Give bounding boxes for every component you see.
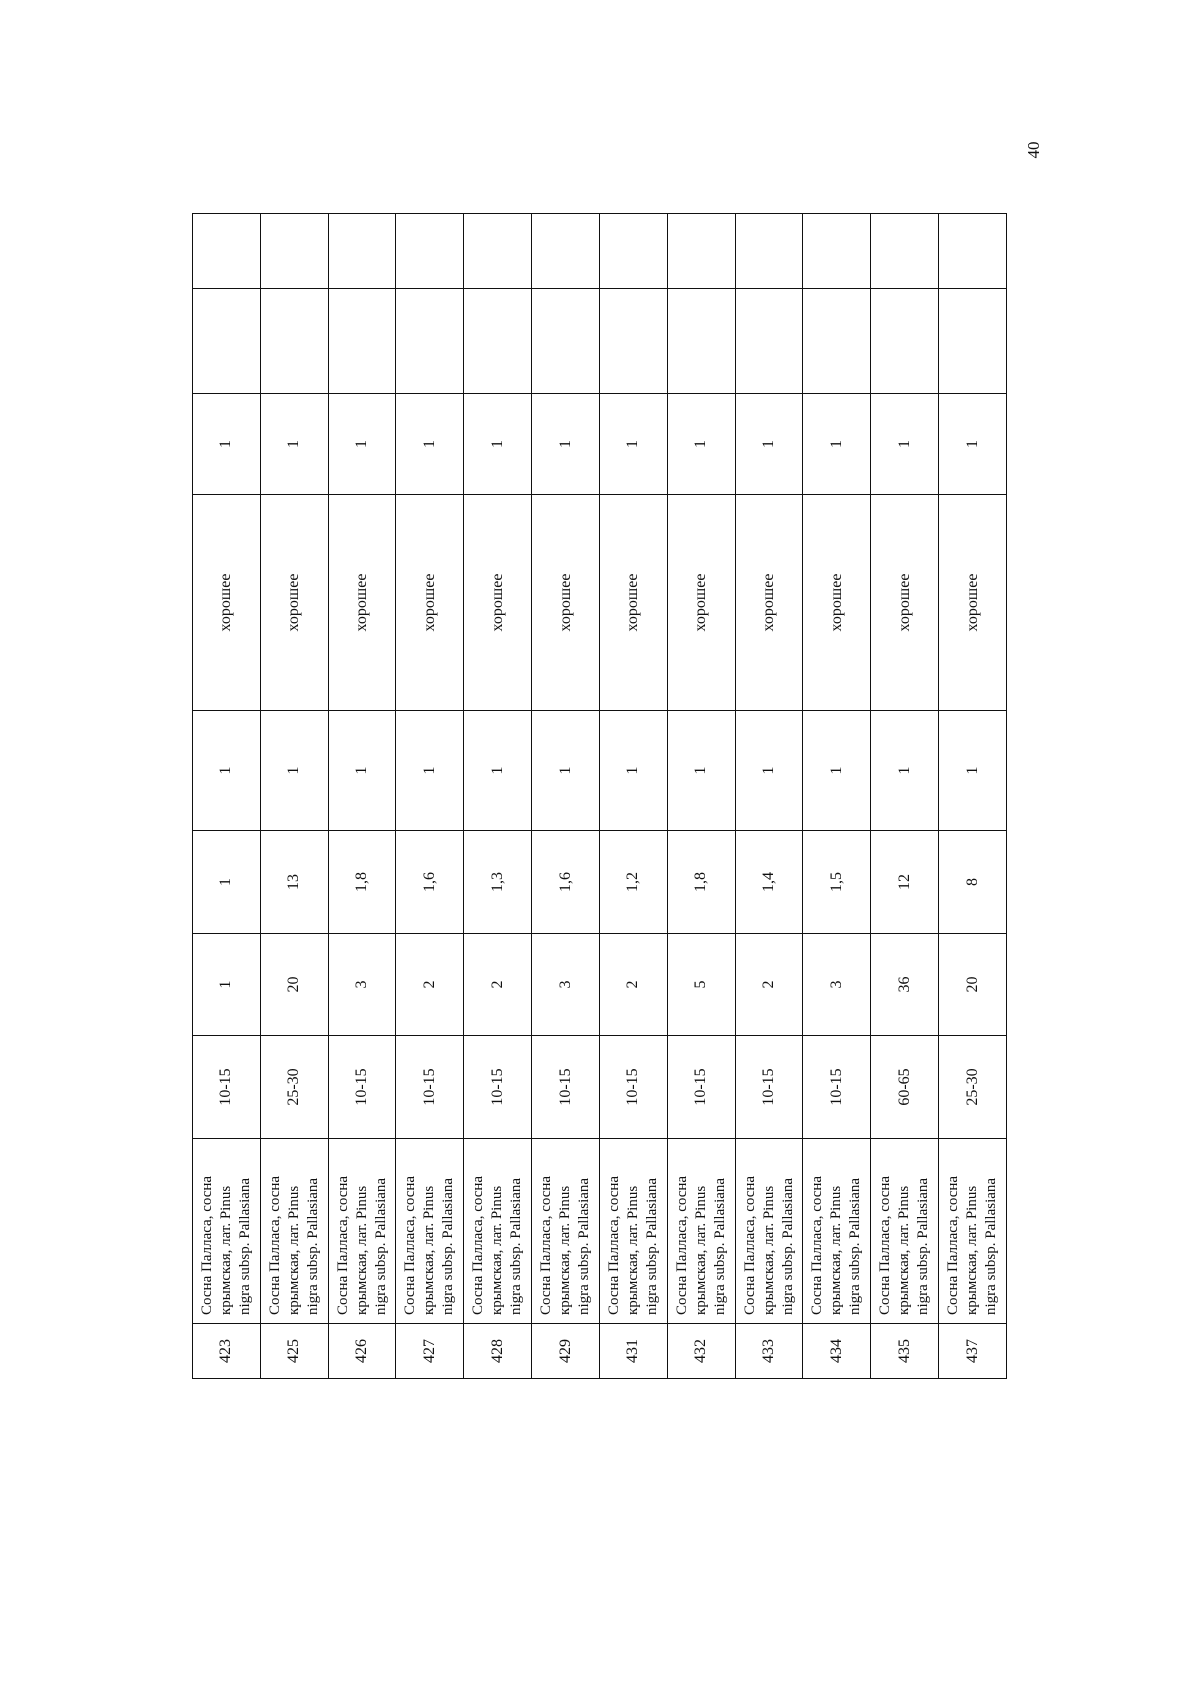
count-cell: 1 [464, 711, 532, 831]
row-number-cell: 428 [464, 1324, 532, 1379]
count-cell: 1 [396, 711, 464, 831]
quantity-cell: 1 [193, 394, 261, 495]
condition-cell: хорошее [532, 495, 600, 711]
quantity-cell: 1 [328, 394, 396, 495]
height-cell: 1,5 [803, 831, 871, 934]
empty-cell [328, 214, 396, 289]
table-row [939, 214, 1007, 1379]
height-cell: 1,6 [396, 831, 464, 934]
diameter-cell: 1 [193, 934, 261, 1036]
row-number-cell: 433 [735, 1324, 803, 1379]
empty-cell [735, 289, 803, 394]
empty-cell [667, 289, 735, 394]
species-cell [667, 1139, 735, 1324]
species-line: Сосна Палласа, сосна [538, 1175, 555, 1315]
species-line: крымская, лат. Pinus [421, 1185, 438, 1315]
quantity-cell: 1 [396, 394, 464, 495]
age-cell: 10-15 [735, 1036, 803, 1139]
height-cell: 1,3 [464, 831, 532, 934]
species-line: nigra subsp. Pallasiana [576, 1177, 593, 1315]
age-cell: 25-30 [260, 1036, 328, 1139]
condition-cell: хорошее [396, 495, 464, 711]
empty-cell [939, 214, 1007, 289]
height-cell: 1,2 [599, 831, 667, 934]
page-number: 40 [1024, 141, 1043, 159]
empty-cell [599, 289, 667, 394]
quantity-cell: 1 [939, 394, 1007, 495]
species-line: Сосна Палласа, сосна [809, 1175, 826, 1315]
row-number-cell: 432 [667, 1324, 735, 1379]
species-line: Сосна Палласа, сосна [402, 1175, 419, 1315]
age-cell: 10-15 [667, 1036, 735, 1139]
table-row [193, 214, 261, 1379]
empty-cell [939, 289, 1007, 394]
empty-cell [193, 289, 261, 394]
empty-cell [871, 214, 939, 289]
count-cell: 1 [871, 711, 939, 831]
condition-cell: хорошее [871, 495, 939, 711]
table-row [599, 214, 667, 1379]
condition-cell: хорошее [803, 495, 871, 711]
count-cell: 1 [667, 711, 735, 831]
species-line: крымская, лат. Pinus [557, 1185, 574, 1315]
condition-cell: хорошее [735, 495, 803, 711]
count-cell: 1 [803, 711, 871, 831]
empty-cell [193, 214, 261, 289]
quantity-cell: 1 [667, 394, 735, 495]
table-row [464, 214, 532, 1379]
diameter-cell: 2 [735, 934, 803, 1036]
empty-cell [735, 214, 803, 289]
age-cell: 10-15 [532, 1036, 600, 1139]
species-line: nigra subsp. Pallasiana [236, 1177, 253, 1315]
species-line: крымская, лат. Pinus [624, 1185, 641, 1315]
species-line: nigra subsp. Pallasiana [304, 1177, 321, 1315]
count-cell: 1 [193, 711, 261, 831]
row-number-cell: 437 [939, 1324, 1007, 1379]
quantity-cell: 1 [532, 394, 600, 495]
row-number-cell: 425 [260, 1324, 328, 1379]
species-line: крымская, лат. Pinus [896, 1185, 913, 1315]
diameter-cell: 36 [871, 934, 939, 1036]
table-row [803, 214, 871, 1379]
species-line: крымская, лат. Pinus [217, 1185, 234, 1315]
species-line: Сосна Палласа, сосна [877, 1175, 894, 1315]
age-cell: 10-15 [599, 1036, 667, 1139]
species-line: nigra subsp. Pallasiana [643, 1177, 660, 1315]
species-cell [193, 1139, 261, 1324]
empty-cell [803, 289, 871, 394]
height-cell: 1,6 [532, 831, 600, 934]
height-cell: 1 [193, 831, 261, 934]
quantity-cell: 1 [735, 394, 803, 495]
diameter-cell: 20 [260, 934, 328, 1036]
row-number-cell: 435 [871, 1324, 939, 1379]
species-line: nigra subsp. Pallasiana [440, 1177, 457, 1315]
table-row [396, 214, 464, 1379]
empty-cell [260, 289, 328, 394]
quantity-cell: 1 [871, 394, 939, 495]
table-row [532, 214, 600, 1379]
age-cell: 10-15 [328, 1036, 396, 1139]
diameter-cell: 2 [464, 934, 532, 1036]
empty-cell [532, 214, 600, 289]
species-cell [396, 1139, 464, 1324]
species-line: nigra subsp. Pallasiana [711, 1177, 728, 1315]
row-number-cell: 423 [193, 1324, 261, 1379]
species-line: Сосна Палласа, сосна [198, 1175, 215, 1315]
species-line: Сосна Палласа, сосна [266, 1175, 283, 1315]
diameter-cell: 2 [599, 934, 667, 1036]
table-row [260, 214, 328, 1379]
height-cell: 1,8 [667, 831, 735, 934]
condition-cell: хорошее [939, 495, 1007, 711]
species-cell [939, 1139, 1007, 1324]
condition-cell: хорошее [260, 495, 328, 711]
species-line: крымская, лат. Pinus [285, 1185, 302, 1315]
species-line: Сосна Палласа, сосна [673, 1175, 690, 1315]
species-cell [599, 1139, 667, 1324]
species-cell [328, 1139, 396, 1324]
species-line: nigra subsp. Pallasiana [983, 1177, 1000, 1315]
species-line: крымская, лат. Pinus [692, 1185, 709, 1315]
count-cell: 1 [735, 711, 803, 831]
row-number-cell: 426 [328, 1324, 396, 1379]
condition-cell: хорошее [193, 495, 261, 711]
row-number-cell: 434 [803, 1324, 871, 1379]
diameter-cell: 5 [667, 934, 735, 1036]
diameter-cell: 3 [532, 934, 600, 1036]
empty-cell [396, 214, 464, 289]
height-cell: 1,4 [735, 831, 803, 934]
count-cell: 1 [328, 711, 396, 831]
table-body [193, 214, 1007, 1379]
species-line: Сосна Палласа, сосна [741, 1175, 758, 1315]
table-rotated-container [192, 214, 1007, 1379]
species-line: nigra subsp. Pallasiana [847, 1177, 864, 1315]
row-number-cell: 427 [396, 1324, 464, 1379]
empty-cell [532, 289, 600, 394]
height-cell: 12 [871, 831, 939, 934]
quantity-cell: 1 [464, 394, 532, 495]
table-row [667, 214, 735, 1379]
species-cell [871, 1139, 939, 1324]
condition-cell: хорошее [667, 495, 735, 711]
table-row [871, 214, 939, 1379]
species-line: крымская, лат. Pinus [828, 1185, 845, 1315]
condition-cell: хорошее [599, 495, 667, 711]
age-cell: 10-15 [396, 1036, 464, 1139]
condition-cell: хорошее [464, 495, 532, 711]
species-cell [803, 1139, 871, 1324]
empty-cell [328, 289, 396, 394]
species-line: Сосна Палласа, сосна [945, 1175, 962, 1315]
empty-cell [803, 214, 871, 289]
table-row [328, 214, 396, 1379]
empty-cell [464, 214, 532, 289]
diameter-cell: 2 [396, 934, 464, 1036]
quantity-cell: 1 [260, 394, 328, 495]
species-line: nigra subsp. Pallasiana [779, 1177, 796, 1315]
empty-cell [464, 289, 532, 394]
height-cell: 13 [260, 831, 328, 934]
age-cell: 25-30 [939, 1036, 1007, 1139]
species-line: крымская, лат. Pinus [353, 1185, 370, 1315]
species-line: Сосна Палласа, сосна [470, 1175, 487, 1315]
species-line: nigra subsp. Pallasiana [372, 1177, 389, 1315]
age-cell: 10-15 [193, 1036, 261, 1139]
species-line: крымская, лат. Pinus [964, 1185, 981, 1315]
quantity-cell: 1 [599, 394, 667, 495]
species-cell [532, 1139, 600, 1324]
row-number-cell: 431 [599, 1324, 667, 1379]
empty-cell [667, 214, 735, 289]
diameter-cell: 3 [328, 934, 396, 1036]
height-cell: 8 [939, 831, 1007, 934]
age-cell: 10-15 [803, 1036, 871, 1139]
species-line: nigra subsp. Pallasiana [508, 1177, 525, 1315]
tree-inventory-table [192, 213, 1007, 1379]
species-line: nigra subsp. Pallasiana [915, 1177, 932, 1315]
species-cell [464, 1139, 532, 1324]
empty-cell [599, 214, 667, 289]
count-cell: 1 [939, 711, 1007, 831]
row-number-cell: 429 [532, 1324, 600, 1379]
diameter-cell: 20 [939, 934, 1007, 1036]
species-line: Сосна Палласа, сосна [605, 1175, 622, 1315]
empty-cell [260, 214, 328, 289]
species-cell [735, 1139, 803, 1324]
table-row [735, 214, 803, 1379]
empty-cell [396, 289, 464, 394]
empty-cell [871, 289, 939, 394]
quantity-cell: 1 [803, 394, 871, 495]
age-cell: 10-15 [464, 1036, 532, 1139]
species-line: Сосна Палласа, сосна [334, 1175, 351, 1315]
species-cell [260, 1139, 328, 1324]
diameter-cell: 3 [803, 934, 871, 1036]
species-line: крымская, лат. Pinus [760, 1185, 777, 1315]
height-cell: 1,8 [328, 831, 396, 934]
count-cell: 1 [599, 711, 667, 831]
condition-cell: хорошее [328, 495, 396, 711]
species-line: крымская, лат. Pinus [489, 1185, 506, 1315]
count-cell: 1 [260, 711, 328, 831]
age-cell: 60-65 [871, 1036, 939, 1139]
count-cell: 1 [532, 711, 600, 831]
